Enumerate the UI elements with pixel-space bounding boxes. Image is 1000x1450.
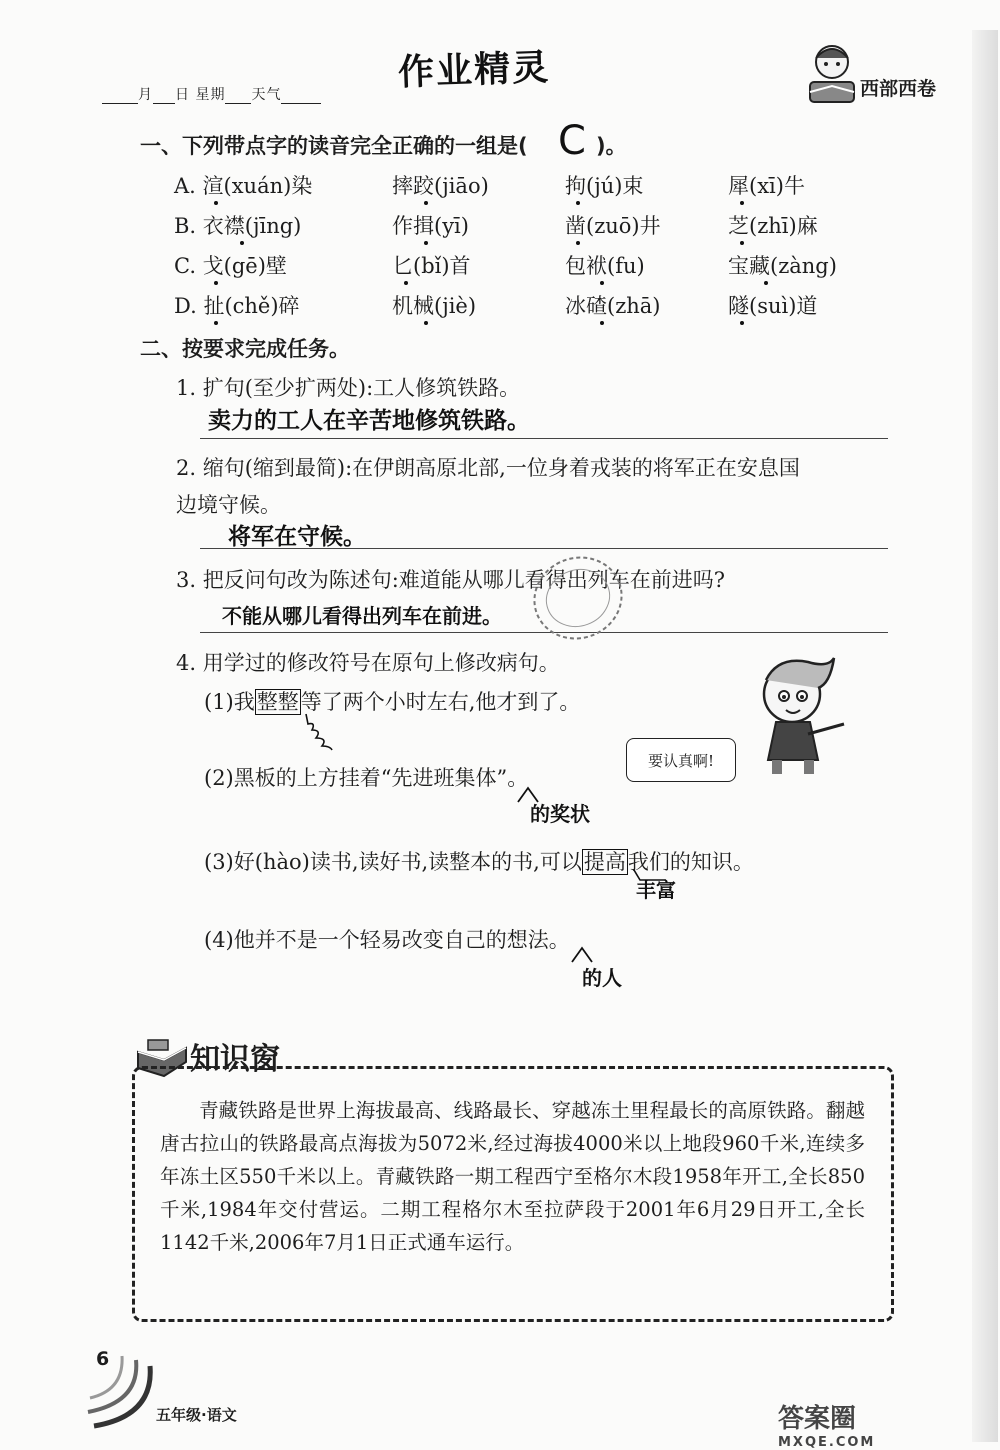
option-a-3: 拘(jú)束 bbox=[565, 174, 644, 198]
emphasis-dot bbox=[600, 321, 604, 325]
sentence-3-end: 我们的知识。 bbox=[627, 850, 754, 874]
handwritten-watermark: 作业精灵 bbox=[397, 47, 551, 94]
handwritten-answer-3: 不能从哪儿看得出列车在前进。 bbox=[222, 604, 502, 628]
sentence-1 bbox=[204, 686, 580, 716]
page-edge-shadow bbox=[972, 30, 998, 1442]
task-3-convert: 3. 把反问句改为陈述句:难道能从哪儿看得出列车在前进吗? bbox=[176, 568, 726, 592]
handwritten-insert-3: 丰富 bbox=[636, 878, 676, 902]
option-c-4: 宝藏(zàng) bbox=[728, 254, 837, 278]
replace-mark-box: 提高 bbox=[583, 850, 626, 874]
knowledge-window-text bbox=[160, 1094, 865, 1259]
emphasis-dot bbox=[740, 241, 744, 245]
month-label: 月 bbox=[138, 87, 153, 103]
sentence-3-start: (3)好(hào)读书,读好书,读整本的书,可以 bbox=[204, 850, 582, 874]
handwritten-answer-1: 卖力的工人在辛苦地修筑铁路。 bbox=[208, 408, 530, 434]
option-d-3: 冰碴(zhā) bbox=[565, 294, 661, 318]
option-d-2: 机械(jiè) bbox=[392, 294, 477, 318]
sentence-1-start: (1)我 bbox=[204, 690, 255, 714]
option-a-2: 摔跤(jiāo) bbox=[392, 174, 489, 198]
knowledge-paragraph: 青藏铁路是世界上海拔最高、线路最长、穿越冻土里程最长的高原铁路。翻越唐古拉山的铁路最高点海拔为5072米,经过海拔4000米以上地段960千米,连续多年冻土区550千米以上。青藏铁路一期工程西宁至格尔木段1958年开工,全长850千米,1984年交付营运。二期工程格尔木至拉萨段于2001年6月29日开工,全长1142千米,2006年7月1日正式通车运行。 bbox=[160, 1099, 865, 1254]
date-line bbox=[102, 84, 321, 104]
emphasis-dot bbox=[424, 201, 428, 205]
option-c-3: 包袱(fu) bbox=[565, 254, 645, 278]
grade-subject-label: 五年级·语文 bbox=[156, 1406, 237, 1424]
month-blank bbox=[102, 85, 138, 104]
option-b-4: 芝(zhī)麻 bbox=[728, 214, 818, 238]
handwritten-answer-c: C bbox=[558, 118, 586, 164]
emphasis-dot bbox=[740, 201, 744, 205]
handwritten-answer-2: 将军在守候。 bbox=[228, 524, 366, 550]
handwritten-insert-2: 的奖状 bbox=[530, 802, 590, 826]
emphasis-dot bbox=[424, 321, 428, 325]
emphasis-dot bbox=[576, 241, 580, 245]
weekday-label: 星期 bbox=[195, 87, 226, 103]
task-1-expand: 1. 扩句(至少扩两处):工人修筑铁路。 bbox=[176, 376, 521, 400]
series-brand-title: 西部西卷 bbox=[860, 78, 937, 100]
emphasis-dot bbox=[764, 281, 768, 285]
site-logo-url: MXQE.COM bbox=[778, 1435, 876, 1450]
emphasis-dot bbox=[214, 321, 218, 325]
option-a-1: A. 渲(xuán)染 bbox=[174, 174, 313, 198]
sentence-1-end: 等了两个小时左右,他才到了。 bbox=[300, 690, 581, 714]
sentence-2: (2)黑板的上方挂着“先进班集体”。 bbox=[204, 766, 529, 790]
question-1-text: 一、下列带点字的读音完全正确的一组是( bbox=[140, 134, 528, 158]
emphasis-dot bbox=[240, 241, 244, 245]
option-d-4: 隧(suì)道 bbox=[728, 294, 818, 318]
emphasis-dot bbox=[214, 281, 218, 285]
option-b-3: 凿(zuō)井 bbox=[565, 214, 661, 238]
emphasis-dot bbox=[424, 241, 428, 245]
option-b-2: 作揖(yī) bbox=[392, 214, 469, 238]
delete-mark-box: 整整 bbox=[256, 690, 299, 714]
emphasis-dot bbox=[600, 281, 604, 285]
answer-line-1 bbox=[200, 438, 888, 439]
task-2-continued: 边境守候。 bbox=[176, 493, 281, 517]
option-a-4: 犀(xī)牛 bbox=[728, 174, 805, 198]
girl-cartoon-icon bbox=[748, 650, 848, 780]
sentence-3 bbox=[204, 846, 754, 876]
day-blank bbox=[153, 85, 175, 104]
site-logo-text: 答案圈 bbox=[778, 1404, 857, 1434]
handwritten-insert-4: 的人 bbox=[582, 966, 622, 990]
weekday-blank bbox=[225, 85, 251, 104]
page-number: 6 bbox=[96, 1348, 110, 1370]
delete-mark-squiggle bbox=[300, 712, 340, 752]
emphasis-dot bbox=[404, 281, 408, 285]
site-watermark-logo bbox=[778, 1398, 875, 1450]
option-c-1: C. 戈(gē)壁 bbox=[174, 254, 287, 278]
option-d-1: D. 扯(chě)碎 bbox=[174, 294, 300, 318]
question-1-end: )。 bbox=[596, 134, 627, 158]
emphasis-dot bbox=[740, 321, 744, 325]
emphasis-dot bbox=[214, 201, 218, 205]
weather-blank bbox=[281, 85, 321, 104]
student-reading-icon bbox=[802, 40, 862, 108]
day-label: 日 bbox=[175, 87, 190, 103]
insert-caret-4 bbox=[570, 944, 594, 964]
speech-bubble: 要认真啊! bbox=[626, 738, 736, 782]
option-b-1: B. 衣襟(jīng) bbox=[174, 214, 302, 238]
question-2: 二、按要求完成任务。 bbox=[140, 337, 350, 361]
stamp-seal bbox=[528, 548, 628, 648]
option-c-2: 匕(bǐ)首 bbox=[392, 254, 471, 278]
knowledge-window-title: 知识窗 bbox=[190, 1042, 280, 1077]
sentence-4: (4)他并不是一个轻易改变自己的想法。 bbox=[204, 928, 570, 952]
weather-label: 天气 bbox=[251, 87, 282, 103]
task-2-shrink: 2. 缩句(缩到最简):在伊朗高原北部,一位身着戎装的将军正在安息国 bbox=[176, 456, 800, 480]
question-1 bbox=[140, 130, 528, 160]
emphasis-dot bbox=[576, 201, 580, 205]
task-4-correct: 4. 用学过的修改符号在原句上修改病句。 bbox=[176, 651, 560, 675]
